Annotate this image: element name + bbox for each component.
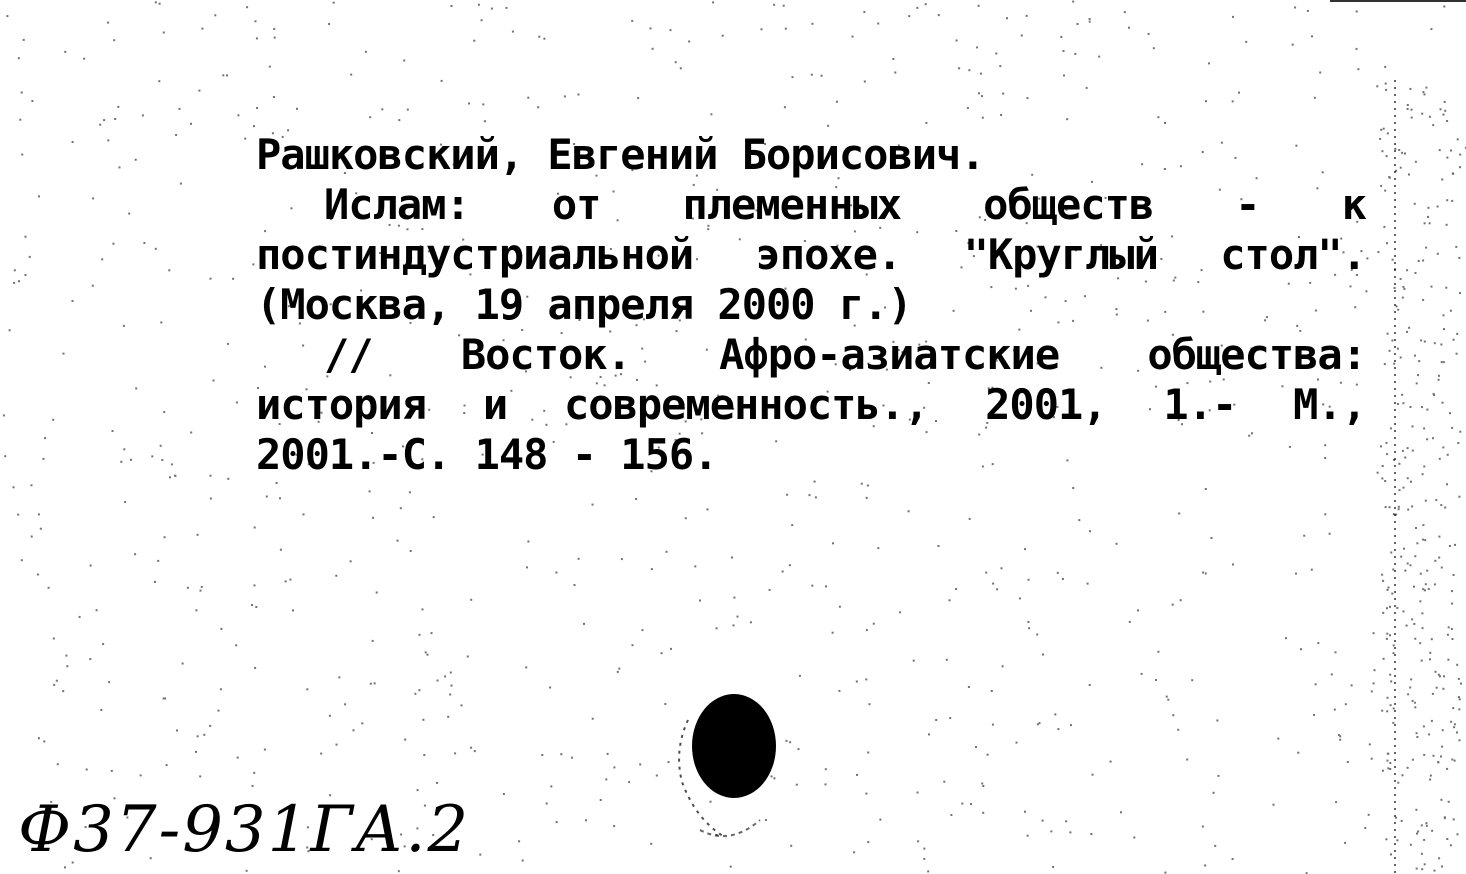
- word: общества:: [1147, 330, 1366, 379]
- word: //: [324, 330, 373, 379]
- title-line-1: [256, 180, 1366, 230]
- word: постиндустриальной: [256, 230, 694, 279]
- word: к: [1341, 180, 1366, 229]
- word: -: [1235, 180, 1260, 229]
- word: "Круглый: [963, 230, 1158, 279]
- word: стол".: [1220, 230, 1366, 279]
- word: современность.,: [564, 380, 929, 429]
- word: история: [256, 380, 427, 429]
- punch-hole: [660, 690, 790, 850]
- word: и: [482, 380, 508, 429]
- source-line-2: [256, 380, 1366, 430]
- word: Афро-азиатские: [719, 330, 1060, 379]
- source-line-3: 2001.-С. 148 - 156.: [256, 430, 718, 479]
- bibliographic-entry: [256, 130, 1366, 480]
- word: племенных: [682, 180, 902, 229]
- word: 1.-: [1163, 380, 1237, 429]
- word: от: [551, 180, 601, 229]
- word: Ислам:: [324, 180, 470, 229]
- title-line-2: [256, 230, 1366, 280]
- title-line-3: (Москва, 19 апреля 2000 г.): [256, 280, 912, 329]
- word: М.,: [1293, 380, 1366, 429]
- word: обществ: [983, 180, 1154, 229]
- source-line-1: [256, 330, 1366, 380]
- word: 2001,: [985, 380, 1107, 429]
- word: эпохе.: [755, 230, 902, 279]
- shelfmark-handwritten: Ф37-931ГА.2: [18, 793, 471, 867]
- word: Восток.: [460, 330, 631, 379]
- author-line: Рашковский, Евгений Борисович.: [256, 130, 985, 179]
